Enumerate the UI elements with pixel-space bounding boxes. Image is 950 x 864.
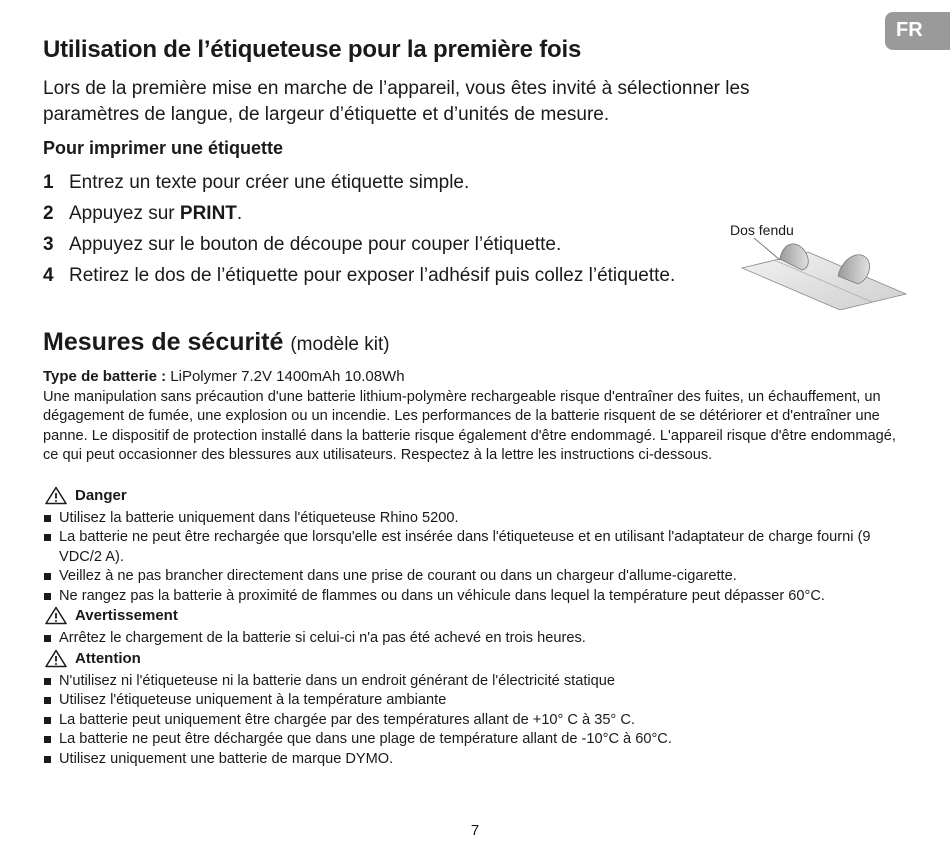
list-item: Utilisez l'étiqueteuse uniquement à la température ambiante [43, 691, 913, 710]
list-item: La batterie ne peut être rechargée que lorsqu'elle est insérée dans l'étiqueteuse et en utilisant l'adaptateur de charge fourni (9 VDC/2 A). [43, 528, 913, 567]
label-backing-illustration [730, 220, 910, 310]
step-number: 2 [43, 203, 54, 224]
step-text: Appuyez sur le bouton de découpe pour couper l’étiquette. [69, 234, 562, 255]
warning-triangle-icon [45, 606, 67, 625]
safety-paragraph: Une manipulation sans précaution d'une batterie lithium-polymère rechargeable risque d'entraîner des fuites, un échauffement, un dégagement de fumée, une explosion ou un incendie. Les performances de la batterie risquent de se détériorer et d'entraîner une panne. Le dispositif de protection installé dans la batterie risque également d'être endommagé. L'appareil risque d'être endommagé, ce qui peut occasionner des blessures aux utilisateurs. Respectez à la lettre les instructions ci-dessous. [43, 389, 896, 464]
step-number: 1 [43, 172, 54, 193]
list-item: Utilisez uniquement une batterie de marque DYMO. [43, 750, 913, 769]
step-item [43, 232, 683, 257]
list-item: Utilisez la batterie uniquement dans l'étiqueteuse Rhino 5200. [43, 509, 913, 528]
battery-value: LiPolymer 7.2V 1400mAh 10.08Wh [170, 368, 405, 385]
battery-type [43, 368, 405, 385]
print-heading: Pour imprimer une étiquette [43, 138, 284, 158]
intro-paragraph: Lors de la première mise en marche de l’appareil, vous êtes invité à sélectionner les paramètres de langue, de largeur d’étiquette et d’unités de mesure. [43, 78, 750, 125]
list-item: Ne rangez pas la batterie à proximité de flammes ou dans un véhicule dans lequel la température peut dépasser 60°C. [43, 587, 913, 606]
warning-heading-text: Avertissement [75, 607, 178, 624]
language-tab: FR [885, 12, 950, 50]
warning-list [43, 629, 913, 648]
list-item: La batterie peut uniquement être chargée par des températures allant de +10° C à 35° C. [43, 711, 913, 730]
danger-heading [45, 486, 127, 505]
safety-subtitle: (modèle kit) [290, 334, 390, 355]
print-steps [43, 170, 683, 294]
step-text: Entrez un texte pour créer une étiquette simple. [69, 172, 470, 193]
page-title: Utilisation de l’étiqueteuse pour la première fois [43, 36, 582, 63]
attention-list [43, 672, 913, 769]
step-item [43, 263, 683, 288]
list-item: Veillez à ne pas brancher directement dans une prise de courant ou dans un chargeur d'allume-cigarette. [43, 567, 913, 586]
step-number: 3 [43, 234, 54, 255]
danger-heading-text: Danger [75, 487, 127, 504]
step-text-pre: Appuyez sur [69, 203, 180, 224]
list-item: N'utilisez ni l'étiqueteuse ni la batterie dans un endroit générant de l'électricité statique [43, 672, 913, 691]
figure-label: Dos fendu [730, 222, 794, 238]
list-item: Arrêtez le chargement de la batterie si celui-ci n'a pas été achevé en trois heures. [43, 629, 913, 648]
battery-label: Type de batterie : [43, 368, 167, 385]
step-item [43, 201, 683, 226]
step-text: Retirez le dos de l’étiquette pour exposer l’adhésif puis collez l’étiquette. [69, 265, 676, 286]
step-item [43, 170, 683, 195]
print-key-label: PRINT [179, 203, 237, 224]
step-text-post: . [236, 203, 243, 224]
safety-title [43, 328, 390, 357]
warning-triangle-icon [45, 649, 67, 668]
safety-title-text: Mesures de sécurité [43, 328, 284, 356]
list-item: La batterie ne peut être déchargée que dans une plage de température allant de -10°C à 60°C. [43, 730, 913, 749]
attention-heading-text: Attention [75, 650, 141, 667]
danger-list [43, 509, 913, 606]
warning-heading [45, 606, 178, 625]
warning-triangle-icon [45, 486, 67, 505]
step-number: 4 [43, 265, 54, 286]
attention-heading [45, 649, 141, 668]
page-number: 7 [470, 822, 480, 839]
